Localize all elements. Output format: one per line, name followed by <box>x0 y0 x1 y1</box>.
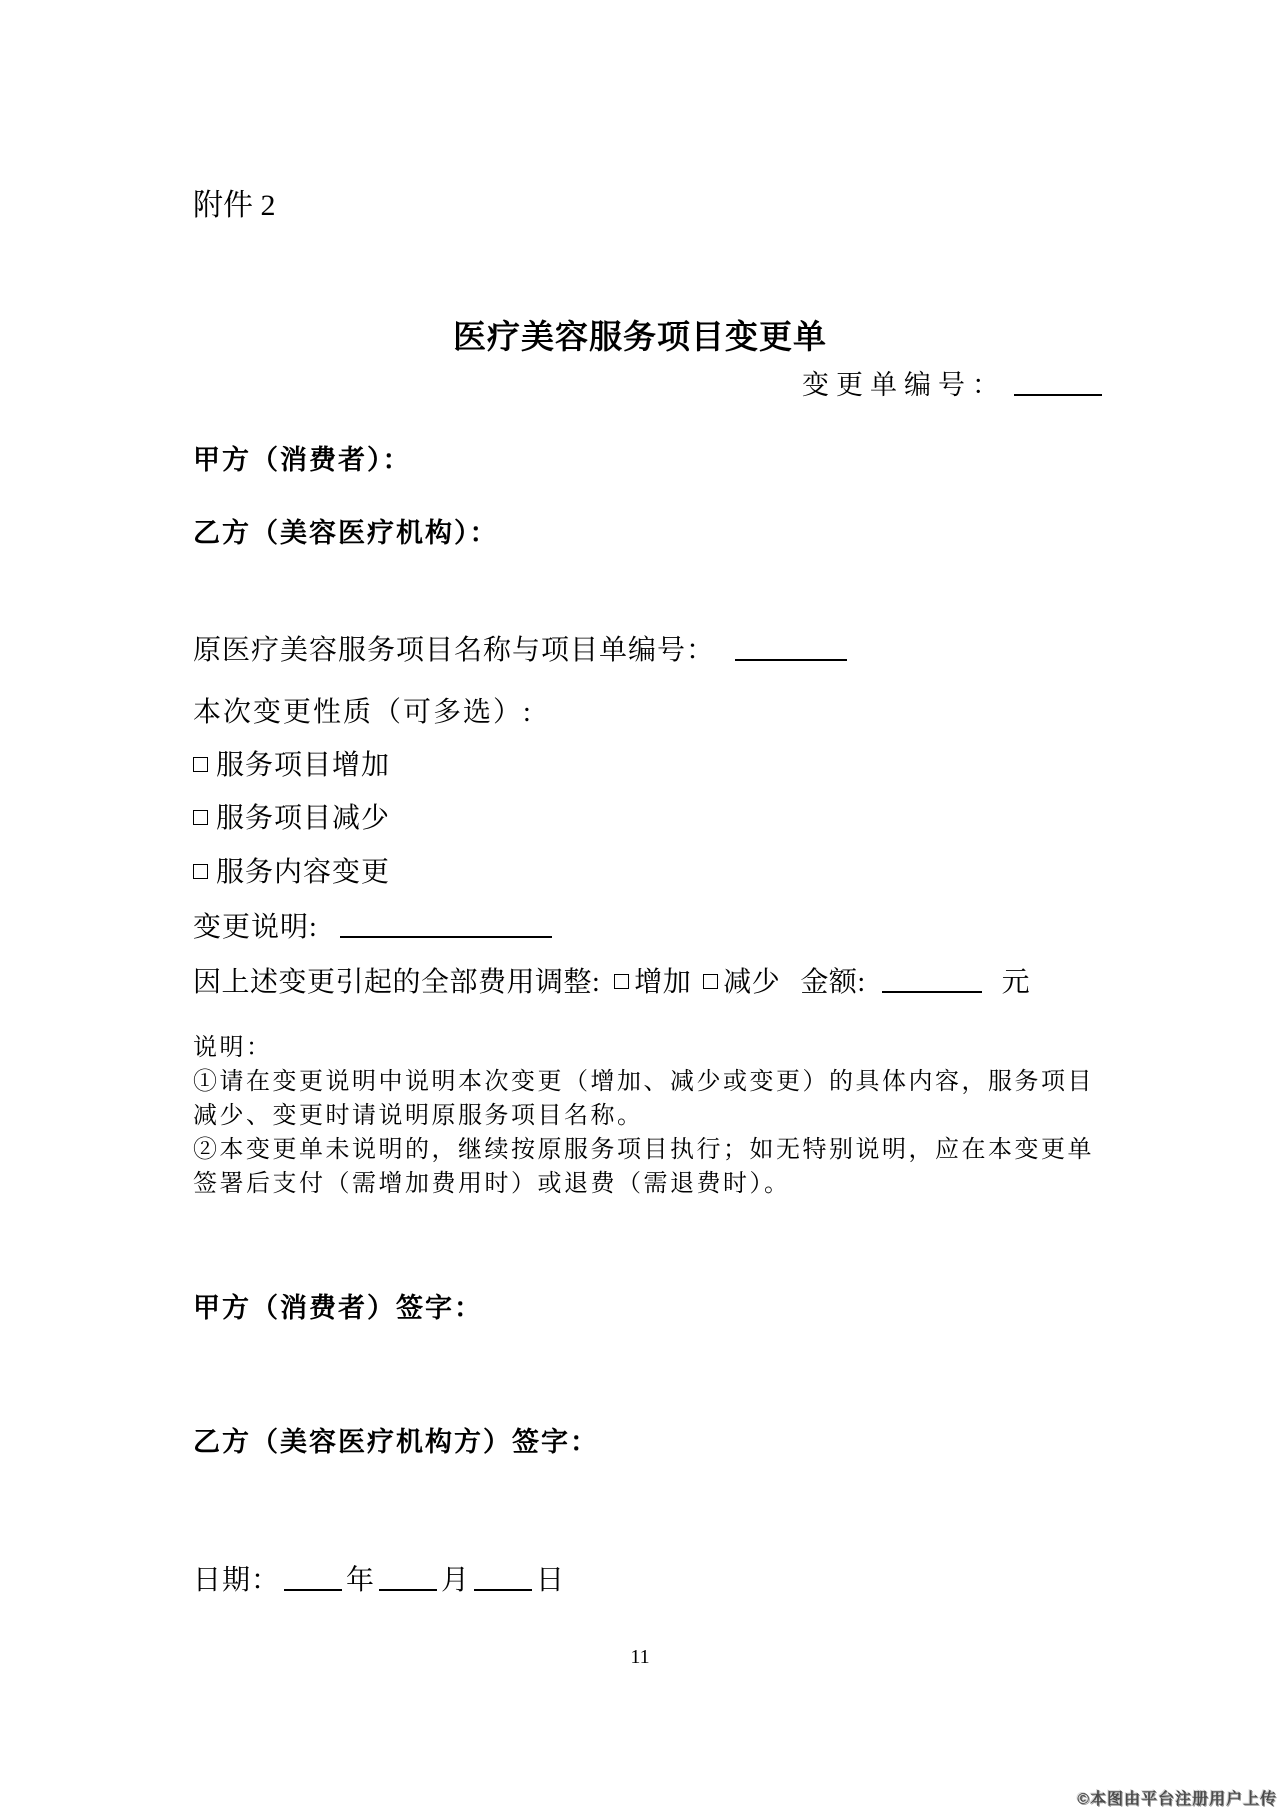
option-label: 服务内容变更 <box>216 857 391 888</box>
watermark-text: ©本图由平台注册用户上传 <box>1077 1791 1277 1808</box>
original-project-line <box>193 628 847 668</box>
original-project-blank-field[interactable] <box>735 635 847 661</box>
party-b-label: 乙方（美容医疗机构）： <box>193 518 499 548</box>
form-number-line <box>802 363 1102 402</box>
date-year-blank-field[interactable] <box>284 1565 342 1591</box>
option-row-content-change <box>193 850 390 890</box>
option-row-service-decrease <box>193 796 390 836</box>
date-line <box>193 1558 565 1598</box>
form-number-label: 变更单编号： <box>802 370 1006 400</box>
change-description-line <box>193 905 552 945</box>
change-description-blank-field[interactable] <box>340 912 552 938</box>
attachment-label: 附件 2 <box>193 189 276 222</box>
notes-section <box>193 1031 1123 1201</box>
checkbox-fee-decrease[interactable] <box>703 974 718 989</box>
party-a-signature-label: 甲方（消费者）签字： <box>193 1293 483 1323</box>
notes-line-2: 减少、变更时请说明原服务项目名称。 <box>193 1103 644 1129</box>
date-prefix-label: 日期： <box>193 1565 281 1596</box>
notes-line-1: ①请在变更说明中说明本次变更（增加、减少或变更）的具体内容，服务项目 <box>193 1069 1094 1095</box>
date-year-label: 年 <box>346 1565 376 1596</box>
original-project-label: 原医疗美容服务项目名称与项目单编号： <box>193 635 716 666</box>
date-month-label: 月 <box>441 1565 471 1596</box>
option-label: 服务项目减少 <box>216 803 391 834</box>
fee-decrease-label: 减少 <box>723 967 781 998</box>
party-b-signature-label: 乙方（美容医疗机构方）签字： <box>193 1427 599 1457</box>
form-number-blank-field[interactable] <box>1014 370 1102 396</box>
fee-adjustment-label: 因上述变更引起的全部费用调整: <box>193 967 601 998</box>
option-label: 服务项目增加 <box>216 750 391 781</box>
page-number: 11 <box>630 1646 650 1668</box>
checkbox-service-decrease[interactable] <box>193 810 208 825</box>
change-description-label: 变更说明: <box>193 912 318 943</box>
fee-currency-unit: 元 <box>1001 967 1031 998</box>
date-month-blank-field[interactable] <box>379 1565 437 1591</box>
change-nature-label: 本次变更性质（可多选）: <box>193 697 533 728</box>
fee-amount-label: 金额: <box>800 967 866 998</box>
notes-line-3: ②本变更单未说明的，继续按原服务项目执行；如无特别说明，应在本变更单 <box>193 1137 1094 1163</box>
fee-increase-label: 增加 <box>634 967 692 998</box>
fee-amount-blank-field[interactable] <box>882 967 982 993</box>
page-title: 医疗美容服务项目变更单 <box>453 320 827 356</box>
option-row-service-increase <box>193 743 390 783</box>
party-a-label: 甲方（消费者）： <box>193 445 412 475</box>
checkbox-content-change[interactable] <box>193 864 208 879</box>
checkbox-service-increase[interactable] <box>193 757 208 772</box>
notes-heading: 说明： <box>193 1035 273 1061</box>
fee-adjustment-line <box>193 960 1030 1000</box>
checkbox-fee-increase[interactable] <box>614 974 629 989</box>
notes-line-4: 签署后支付（需增加费用时）或退费（需退费时）。 <box>193 1171 791 1197</box>
date-day-blank-field[interactable] <box>474 1565 532 1591</box>
date-day-label: 日 <box>536 1565 566 1596</box>
